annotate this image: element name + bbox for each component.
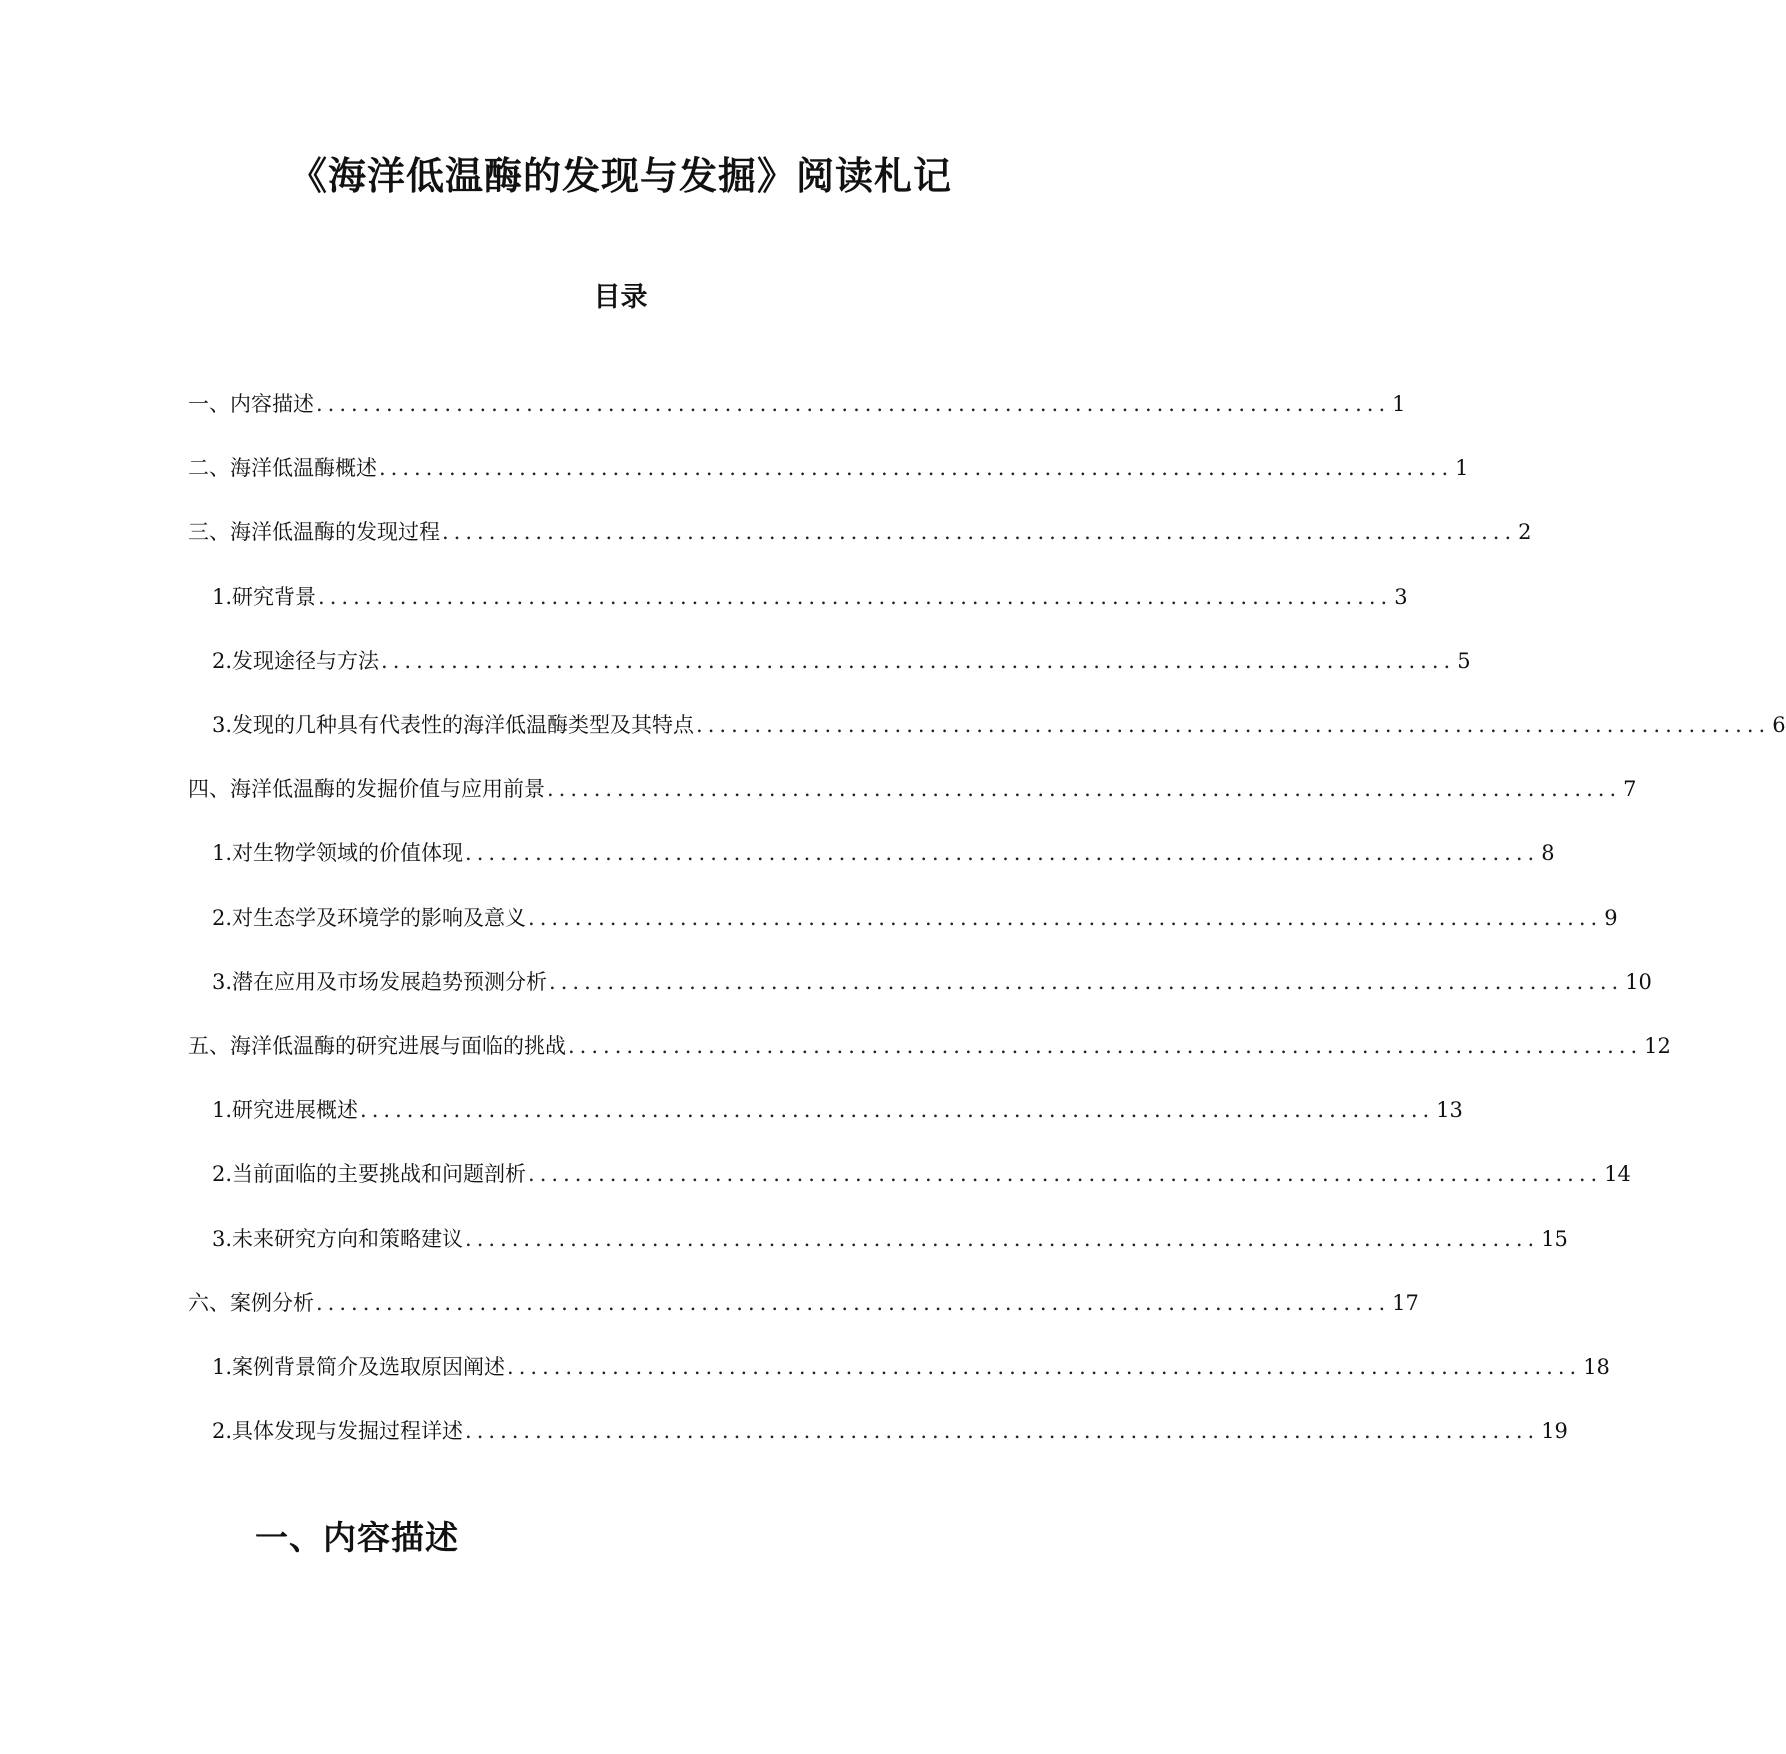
toc-entry-text: 二、海洋低温酶概述 (188, 456, 377, 480)
toc-leader-dots: ............................................................................................ (528, 1162, 1603, 1186)
toc-page-number: 13 (1436, 1098, 1463, 1122)
toc-page-number: 1 (1455, 456, 1469, 480)
toc-leader-dots: ............................................................................................ (465, 841, 1540, 865)
toc-entry-text: 发现途径与方法 (232, 649, 380, 673)
toc-entry[interactable] (212, 705, 1786, 745)
toc-leader-dots: ............................................................................................ (379, 456, 1454, 480)
toc-leader-dots: ............................................................................................ (465, 1227, 1540, 1251)
toc-entry[interactable] (212, 1154, 1631, 1194)
toc-page-number: 1 (1392, 392, 1406, 416)
toc-page-number: 7 (1623, 777, 1637, 801)
toc-page-number: 19 (1541, 1419, 1568, 1443)
toc-entry-number: 1. (212, 585, 233, 609)
toc-entry-text: 潜在应用及市场发展趋势预测分析 (232, 970, 548, 994)
toc-entry-text: 研究进展概述 (232, 1098, 359, 1122)
document-title: 《海洋低温酶的发现与发掘》阅读札记 (288, 153, 952, 198)
toc-page-number: 3 (1394, 585, 1408, 609)
toc-entry-number: 1. (212, 841, 233, 865)
toc-leader-dots: ............................................................................................ (507, 1355, 1582, 1379)
toc-page-number: 18 (1583, 1355, 1610, 1379)
toc-entry-text: 四、海洋低温酶的发掘价值与应用前景 (188, 777, 545, 801)
toc-entry[interactable] (212, 1347, 1610, 1387)
toc-entry-text: 研究背景 (232, 585, 317, 609)
toc-entry-number: 2. (212, 649, 233, 673)
toc-page-number: 6 (1772, 713, 1786, 737)
toc-entry-text: 具体发现与发掘过程详述 (232, 1419, 464, 1443)
toc-heading: 目录 (593, 282, 648, 313)
toc-leader-dots: ............................................................................................ (316, 392, 1391, 416)
toc-entry-text: 三、海洋低温酶的发现过程 (188, 520, 440, 544)
toc-entry[interactable] (212, 1411, 1568, 1451)
toc-entry-number: 2. (212, 1419, 233, 1443)
toc-entry-number: 3. (212, 1227, 233, 1251)
toc-leader-dots: ............................................................................................ (318, 585, 1393, 609)
toc-entry[interactable] (212, 962, 1652, 1002)
toc-entry[interactable] (188, 1026, 1671, 1066)
toc-entry-text: 未来研究方向和策略建议 (232, 1227, 464, 1251)
toc-entry-text: 当前面临的主要挑战和问题剖析 (232, 1162, 527, 1186)
toc-leader-dots: ............................................................................................ (465, 1419, 1540, 1443)
toc-entry[interactable] (188, 512, 1532, 552)
toc-entry-text: 五、海洋低温酶的研究进展与面临的挑战 (188, 1034, 566, 1058)
toc-entry-text: 对生态学及环境学的影响及意义 (232, 906, 527, 930)
toc-leader-dots: ............................................................................................ (442, 520, 1517, 544)
toc-leader-dots: ............................................................................................ (549, 970, 1624, 994)
toc-page-number: 17 (1392, 1291, 1419, 1315)
toc-entry-number: 1. (212, 1098, 233, 1122)
toc-page-number: 14 (1604, 1162, 1631, 1186)
section-heading: 一、内容描述 (255, 1518, 459, 1557)
toc-entry-text: 对生物学领域的价值体现 (232, 841, 464, 865)
toc-entry[interactable] (212, 1090, 1463, 1130)
toc-page-number: 5 (1457, 649, 1471, 673)
toc-entry-text: 案例背景简介及选取原因阐述 (232, 1355, 506, 1379)
toc-entry[interactable] (188, 448, 1469, 488)
toc-entry-number: 1. (212, 1355, 233, 1379)
toc-entry-text: 六、案例分析 (188, 1291, 314, 1315)
toc-entry[interactable] (212, 641, 1471, 681)
toc-page-number: 10 (1625, 970, 1652, 994)
toc-entry[interactable] (212, 898, 1618, 938)
toc-entry-number: 3. (212, 713, 233, 737)
toc-leader-dots: ............................................................................................ (547, 777, 1622, 801)
toc-page-number: 15 (1541, 1227, 1568, 1251)
toc-leader-dots: ............................................................................................ (568, 1034, 1643, 1058)
toc-leader-dots: ............................................................................................ (381, 649, 1456, 673)
toc-page-number: 8 (1541, 841, 1555, 865)
toc-entry[interactable] (188, 769, 1637, 809)
toc-entry[interactable] (188, 384, 1406, 424)
toc-entry-number: 3. (212, 970, 233, 994)
toc-entry[interactable] (212, 1219, 1568, 1259)
toc-page-number: 2 (1518, 520, 1532, 544)
toc-entry[interactable] (212, 833, 1555, 873)
toc-leader-dots: ............................................................................................ (696, 713, 1771, 737)
toc-entry[interactable] (188, 1283, 1419, 1323)
toc-leader-dots: ............................................................................................ (360, 1098, 1435, 1122)
toc-entry-text: 一、内容描述 (188, 392, 314, 416)
toc-leader-dots: ............................................................................................ (316, 1291, 1391, 1315)
toc-leader-dots: ............................................................................................ (528, 906, 1603, 930)
toc-entry-text: 发现的几种具有代表性的海洋低温酶类型及其特点 (232, 713, 695, 737)
toc-page-number: 12 (1644, 1034, 1671, 1058)
toc-entry[interactable] (212, 577, 1408, 617)
toc-entry-number: 2. (212, 1162, 233, 1186)
toc-page-number: 9 (1604, 906, 1618, 930)
toc-entry-number: 2. (212, 906, 233, 930)
